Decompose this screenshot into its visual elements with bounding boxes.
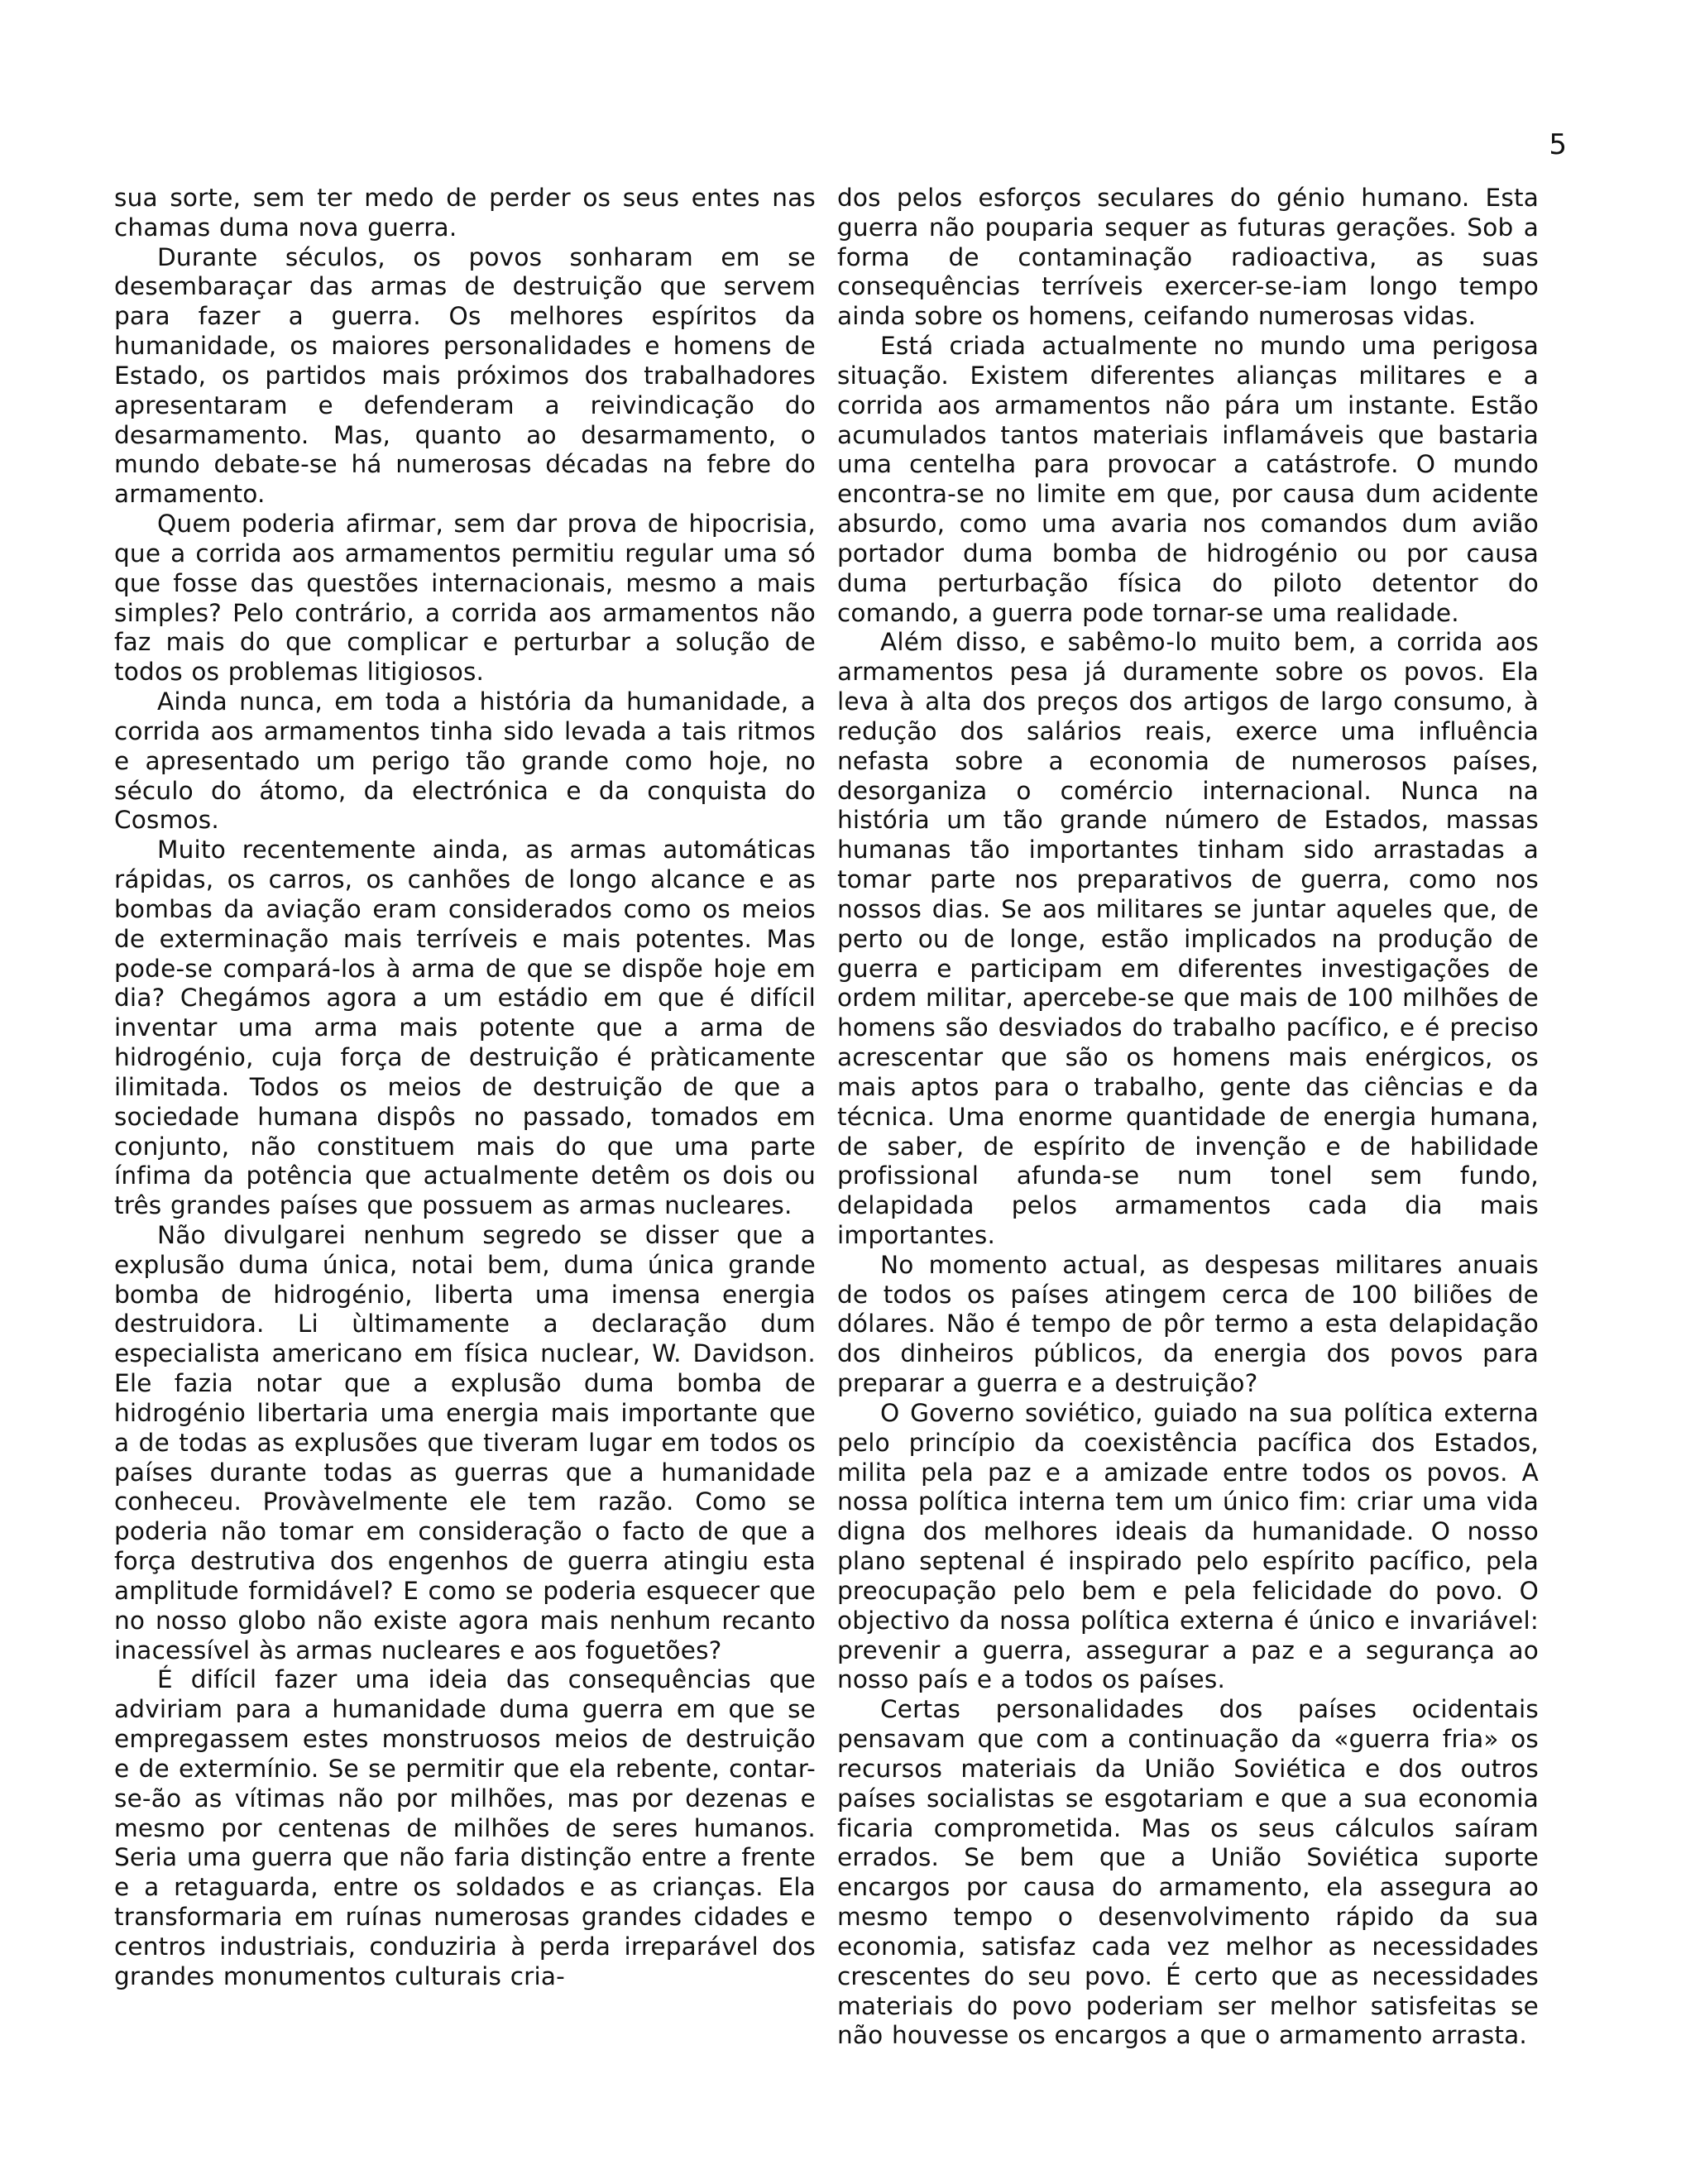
paragraph: É difícil fazer uma ideia das consequências que adviriam para a humanidade duma guerra em que se empregassem estes monstruosos meios de destruição e de extermínio. Se se permitir que ela rebente, contar-se-ão as vítimas não por milhões, mas por dezenas e mesmo por centenas de milhões de seres humanos. Seria uma guerra que não faria distinção entre a frente e a retaguarda, entre os soldados e as crianças. Ela transformaria em ruínas numerosas grandes cidades e centros industriais, conduziria à perda irreparável dos grandes monumentos culturais cria- — [114, 1665, 816, 1990]
paragraph: sua sorte, sem ter medo de perder os seus entes nas chamas duma nova guerra. — [114, 184, 816, 242]
paragraph: O Governo soviético, guiado na sua política externa pelo princípio da coexistência pacífica dos Estados, milita pela paz e a amizade entre todos os povos. A nossa política interna tem um único fim: criar uma vida digna dos melhores ideais da humanidade. O nosso plano septenal é inspirado pelo espírito pacífico, pela preocupação pelo bem e pela felicidade do povo. O objectivo da nossa política externa é único e invariável: prevenir a guerra, assegurar a paz e a segurança ao nosso país e a todos os países. — [837, 1398, 1539, 1694]
left-column — [114, 184, 816, 1992]
paragraph: Além disso, e sabêmo-lo muito bem, a corrida aos armamentos pesa já duramente sobre os povos. Ela leva à alta dos preços dos artigos de largo consumo, à redução dos salários reais, exerce uma influência nefasta sobre a economia de numerosos países, desorganiza o comércio internacional. Nunca na história um tão grande número de Estados, massas humanas tão importantes tinham sido arrastadas a tomar parte nos preparativos de guerra, como nos nossos dias. Se aos militares se juntar aqueles que, de perto ou de longe, estão implicados na produção de guerra e participam em diferentes investigações de ordem militar, apercebe-se que mais de 100 milhões de homens são desviados do trabalho pacífico, e é preciso acrescentar que são os homens mais enérgicos, os mais aptos para o trabalho, gente das ciências e da técnica. Uma enorme quantidade de energia humana, de saber, de espírito de invenção e de habilidade profissional afunda-se num tonel sem fundo, delapidada pelos armamentos cada dia mais importantes. — [837, 628, 1539, 1249]
paragraph: Ainda nunca, em toda a história da humanidade, a corrida aos armamentos tinha sido levada a tais ritmos e apresentado um perigo tão grande como hoje, no século do átomo, da electrónica e da conquista do Cosmos. — [114, 687, 816, 835]
paragraph: Certas personalidades dos países ocidentais pensavam que com a continuação da «guerra fria» os recursos materiais da União Soviética e dos outros países socialistas se esgotariam e que a sua economia ficaria comprometida. Mas os seus cálculos saíram errados. Se bem que a União Soviética suporte encargos por causa do armamento, ela assegura ao mesmo tempo o desenvolvimento rápido da sua economia, satisfaz cada vez melhor as necessidades crescentes do seu povo. É certo que as necessidades materiais do povo poderiam ser melhor satisfeitas se não houvesse os encargos a que o armamento arrasta. — [837, 1695, 1539, 2050]
paragraph: Quem poderia afirmar, sem dar prova de hipocrisia, que a corrida aos armamentos permitiu regular uma só que fosse das questões internacionais, mesmo a mais simples? Pelo contrário, a corrida aos armamentos não faz mais do que complicar e perturbar a solução de todos os problemas litigiosos. — [114, 510, 816, 687]
paragraph: Não divulgarei nenhum segredo se disser que a explusão duma única, notai bem, duma única grande bomba de hidrogénio, liberta uma imensa energia destruidora. Li ùltimamente a declaração dum especialista americano em física nuclear, W. Davidson. Ele fazia notar que a explusão duma bomba de hidrogénio libertaria uma energia mais importante que a de todas as explusões que tiveram lugar em todos os países durante todas as guerras que a humanidade conheceu. Provàvelmente ele tem razão. Como se poderia não tomar em consideração o facto de que a força destrutiva dos engenhos de guerra atingiu esta amplitude formidável? E como se poderia esquecer que no nosso globo não existe agora mais nenhum recanto inacessível às armas nucleares e aos foguetões? — [114, 1220, 816, 1664]
paragraph: No momento actual, as despesas militares anuais de todos os países atingem cerca de 100 biliões de dólares. Não é tempo de pôr termo a esta delapidação dos dinheiros públicos, da energia dos povos para preparar a guerra e a destruição? — [837, 1250, 1539, 1398]
paragraph: Está criada actualmente no mundo uma perigosa situação. Existem diferentes alianças militares e a corrida aos armamentos não pára um instante. Estão acumulados tantos materiais inflamáveis que bastaria uma centelha para provocar a catástrofe. O mundo encontra-se no limite em que, por causa dum acidente absurdo, como uma avaria nos comandos dum avião portador duma bomba de hidrogénio ou por causa duma perturbação física do piloto detentor do comando, a guerra pode tornar-se uma realidade. — [837, 332, 1539, 627]
page-number: 5 — [1549, 128, 1567, 161]
paragraph: dos pelos esforços seculares do génio humano. Esta guerra não pouparia sequer as futuras gerações. Sob a forma de contaminação radioactiva, as suas consequências terríveis exercer-se-iam longo tempo ainda sobre os homens, ceifando numerosas vidas. — [837, 184, 1539, 331]
paragraph: Durante séculos, os povos sonharam em se desembaraçar das armas de destruição que servem para fazer a guerra. Os melhores espíritos da humanidade, os maiores personalidades e homens de Estado, os partidos mais próximos dos trabalhadores apresentaram e defenderam a reivindicação do desarmamento. Mas, quanto ao desarmamento, o mundo debate-se há numerosas décadas na febre do armamento. — [114, 242, 816, 509]
right-column — [837, 184, 1539, 2051]
text-columns — [114, 184, 1539, 2051]
paragraph: Muito recentemente ainda, as armas automáticas rápidas, os carros, os canhões de longo alcance e as bombas da aviação eram considerados como os meios de exterminação mais terríveis e mais potentes. Mas pode-se compará-los à arma de que se dispõe hoje em dia? Chegámos agora a um estádio em que é difícil inventar uma arma mais potente que a arma de hidrogénio, cuja força de destruição é pràticamente ilimitada. Todos os meios de destruição de que a sociedade humana dispôs no passado, tomados em conjunto, não constituem mais do que uma parte ínfima da potência que actualmente detêm os dois ou três grandes países que possuem as armas nucleares. — [114, 836, 816, 1220]
